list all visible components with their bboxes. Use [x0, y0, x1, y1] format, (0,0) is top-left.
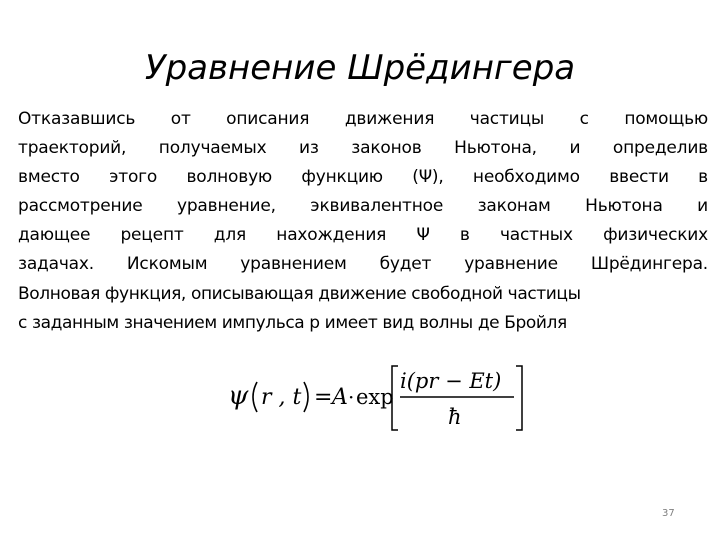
equals-sign: = [314, 385, 333, 410]
slide-title: Уравнение Шрёдингера [144, 48, 576, 88]
right-bracket [516, 366, 522, 430]
text-line: с заданным значением импульса р имеет вид волны де Бройля [18, 313, 567, 333]
formula-svg [226, 364, 526, 434]
fraction-denominator: ħ [448, 405, 462, 429]
text-line: дающее рецепт для нахождения Ψ в частных физических [18, 225, 708, 245]
paragraph-de-broglie [18, 280, 708, 338]
text-line: рассмотрение уравнение, эквивалентное законам Ньютона и [18, 196, 708, 216]
psi-arguments: r , t [261, 385, 302, 410]
text-line: Волновая функция, описывающая движение свободной частицы [18, 284, 581, 304]
text-line: траекторий, получаемых из законов Ньютона, и определив [18, 138, 708, 158]
right-paren [304, 382, 308, 412]
wave-function-formula [226, 364, 526, 434]
text-line: Отказавшись от описания движения частицы с помощью [18, 109, 708, 129]
exp-function: exp [356, 385, 394, 409]
left-paren [253, 382, 257, 412]
page-number: 37 [662, 508, 675, 519]
paragraph-intro [18, 105, 708, 279]
text-line: задачах. Искомым уравнением будет уравнение Шрёдингера. [18, 254, 708, 274]
multiplication-dot: · [348, 385, 355, 409]
slide-body [18, 105, 708, 338]
psi-symbol: ψ [228, 381, 249, 411]
fraction-numerator: i(pr − Et) [400, 369, 502, 393]
text-line: вместо этого волновую функцию (Ψ), необходимо ввести в [18, 167, 708, 187]
amplitude-symbol: A [332, 385, 348, 410]
